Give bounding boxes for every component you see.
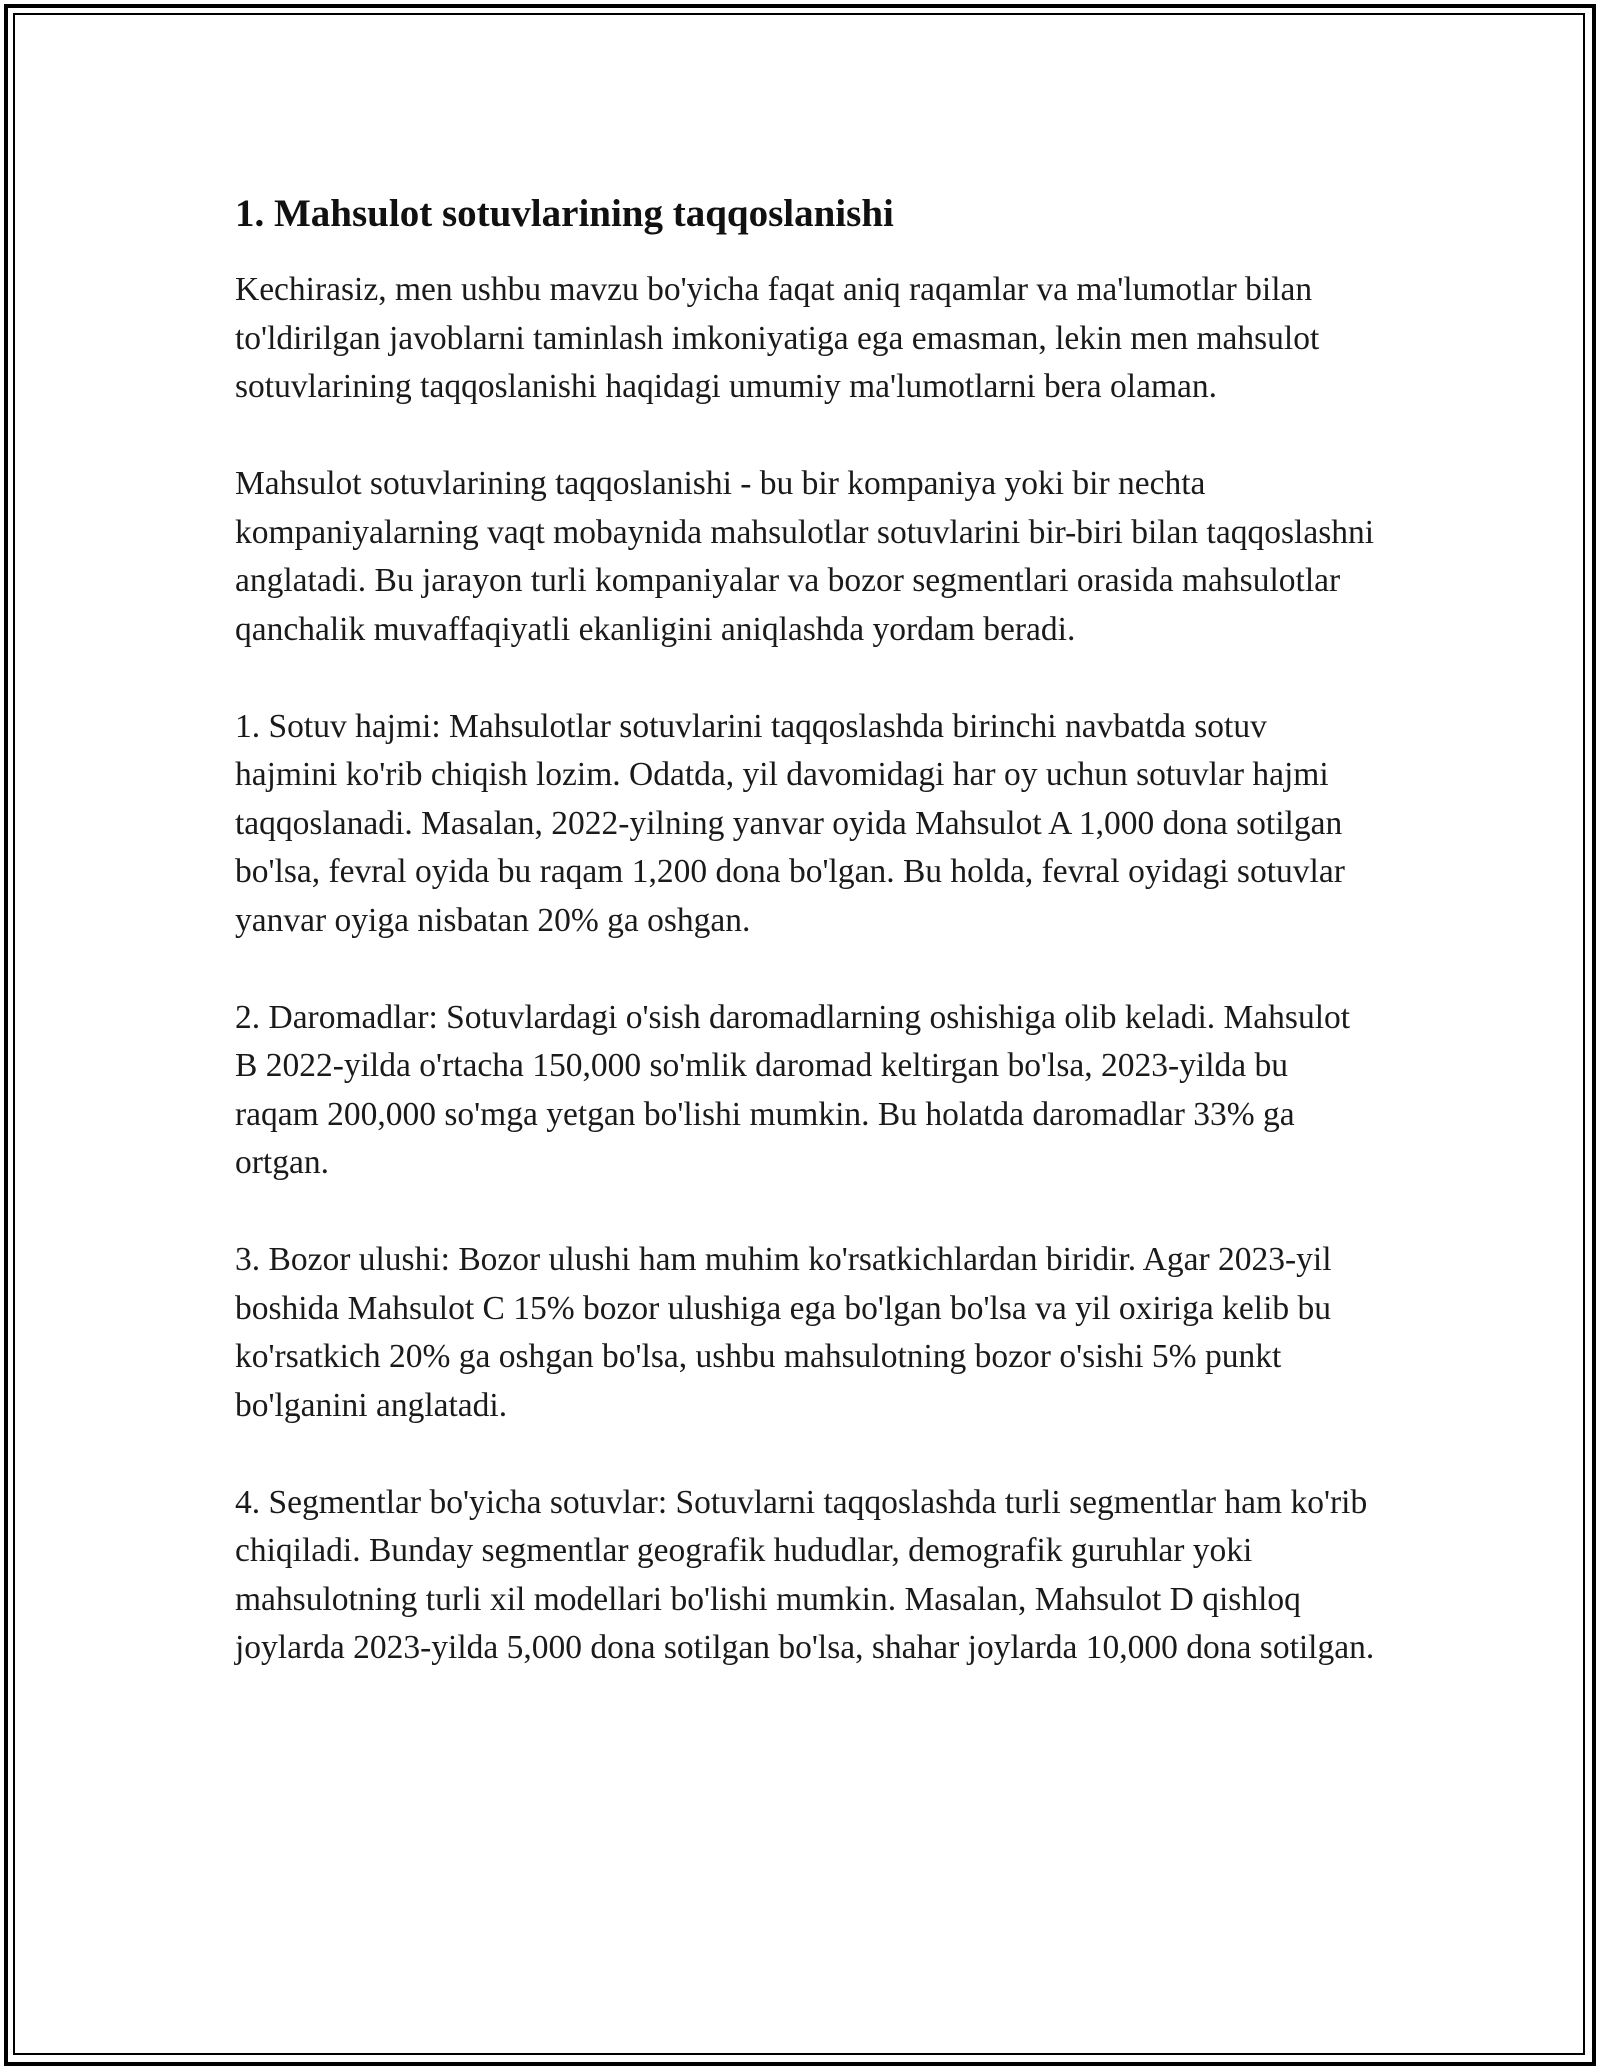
definition-paragraph: Mahsulot sotuvlarining taqqoslanishi - bu bir kompaniya yoki bir nechta kompaniyalarning vaqt mobaynida mahsulotlar sotuvlarini bir-biri bilan taqqoslashni anglatadi. Bu jarayon turli kompaniyalar va bozor segmentlari orasida mahsulotlar qanchalik muvaffaqiyatli ekanligini aniqlashda yordam beradi. [235,465,1375,648]
sales-volume-paragraph: 1. Sotuv hajmi: Mahsulotlar sotuvlarini taqqoslashda birinchi navbatda sotuv hajmini ko'rib chiqish lozim. Odatda, yil davomidagi har oy uchun sotuvlar hajmi taqqoslanadi. Masalan, 2022-yilning yanvar oyida Mahsulot A 1,000 dona sotilgan bo'lsa, fevral oyida bu raqam 1,200 dona bo'lgan. Bu holda, fevral oyidagi sotuvlar yanvar oyiga nisbatan 20% ga oshgan. [235,707,1345,939]
intro-paragraph: Kechirasiz, men ushbu mavzu bo'yicha faqat aniq raqamlar va ma'lumotlar bilan to'ldirilgan javoblarni taminlash imkoniyatiga ega emasman, lekin men mahsulot sotuvlarining taqqoslanishi haqidagi umumiy ma'lumotlarni bera olaman. [235,271,1320,405]
document-body [235,190,1375,1721]
market-share-paragraph: 3. Bozor ulushi: Bozor ulushi ham muhim ko'rsatkichlardan biridir. Agar 2023-yil boshida Mahsulot C 15% bozor ulushiga ega bo'lgan bo'lsa va yil oxiriga kelib bu ko'rsatkich 20% ga oshgan bo'lsa, ushbu mahsulotning bozor o'sishi 5% punkt bo'lganini anglatadi. [235,1241,1332,1424]
revenue-paragraph: 2. Daromadlar: Sotuvlardagi o'sish daromadlarning oshishiga olib keladi. Mahsulot B 2022-yilda o'rtacha 150,000 so'mlik daromad keltirgan bo'lsa, 2023-yilda bu raqam 200,000 so'mga yetgan bo'lishi mumkin. Bu holatda daromadlar 33% ga ortgan. [235,998,1351,1181]
document-heading: 1. Mahsulot sotuvlarining taqqoslanishi [235,192,894,235]
segment-sales-paragraph: 4. Segmentlar bo'yicha sotuvlar: Sotuvlarni taqqoslashda turli segmentlar ham ko'rib chiqiladi. Bunday segmentlar geografik hududlar, demografik guruhlar yoki mahsulotning turli xil modellari bo'lishi mumkin. Masalan, Mahsulot D qishloq joylarda 2023-yilda 5,000 dona sotilgan bo'lsa, shahar joylarda 10,000 dona sotilgan. [235,1483,1375,1666]
